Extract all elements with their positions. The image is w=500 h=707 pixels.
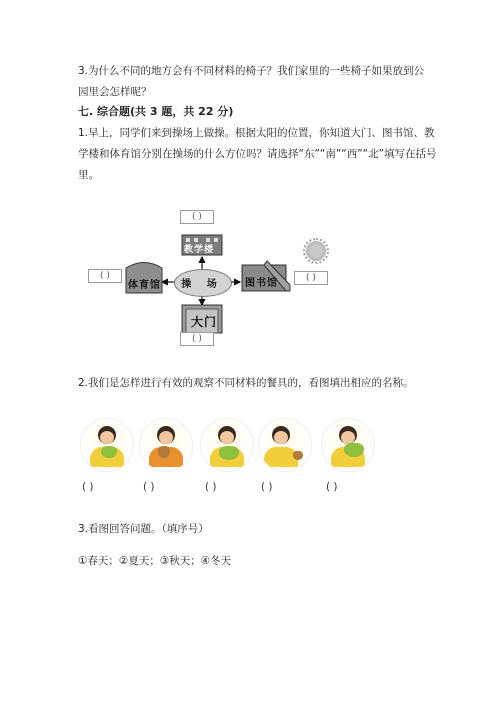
sun-icon	[306, 241, 326, 261]
answer-box-right[interactable]: ( )	[294, 271, 328, 285]
cup-icon	[158, 446, 170, 458]
photo-child-listen	[258, 418, 312, 472]
gate-label: 大门	[191, 315, 218, 329]
cup-icon	[293, 451, 303, 460]
photo-child-lift	[321, 418, 375, 472]
blank-1[interactable]: ( )	[82, 481, 94, 493]
photo-child-look	[80, 418, 134, 472]
photo-child-smell	[139, 418, 193, 472]
teapot-icon	[219, 446, 239, 460]
section-heading: 七. 综合题(共 3 题，共 22 分)	[78, 105, 234, 118]
teaching-building-label: 教学楼	[184, 245, 215, 255]
playground-label: 操 场	[181, 279, 223, 290]
question-2-text: 2.我们是怎样进行有效的观察不同材料的餐具的，看图填出相应的名称。	[78, 377, 414, 389]
teapot-icon	[101, 446, 117, 458]
direction-diagram	[82, 205, 342, 350]
question-3-intro: 3.为什么不同的地方会有不同材料的椅子？我们家里的一些椅子如果放到公园里会怎样呢？	[78, 65, 425, 98]
answer-box-top[interactable]: ( )	[180, 210, 214, 224]
blank-2[interactable]: ( )	[143, 481, 155, 493]
gym-label: 体育馆	[128, 280, 161, 291]
question-1-text: 1.早上，同学们来到操场上做操。根据太阳的位置，你知道大门、图书馆、教学楼和体育馆分别在操场的什么方位吗？请选择“东”“南”“西”“北”填写在括号里。	[78, 127, 437, 181]
blank-4[interactable]: ( )	[261, 481, 273, 493]
answer-box-left[interactable]: ( )	[88, 269, 122, 283]
photo-child-touch	[200, 418, 254, 472]
teapot-icon	[344, 443, 364, 457]
answer-box-bottom[interactable]: ( )	[180, 332, 214, 346]
library-label: 图书馆	[245, 278, 278, 289]
season-options: ①春天；②夏天；③秋天；④冬天	[78, 555, 232, 567]
blank-5[interactable]: ( )	[326, 481, 338, 493]
question-3-text: 3.看图回答问题。（填序号）	[78, 523, 209, 535]
blank-3[interactable]: ( )	[205, 481, 217, 493]
